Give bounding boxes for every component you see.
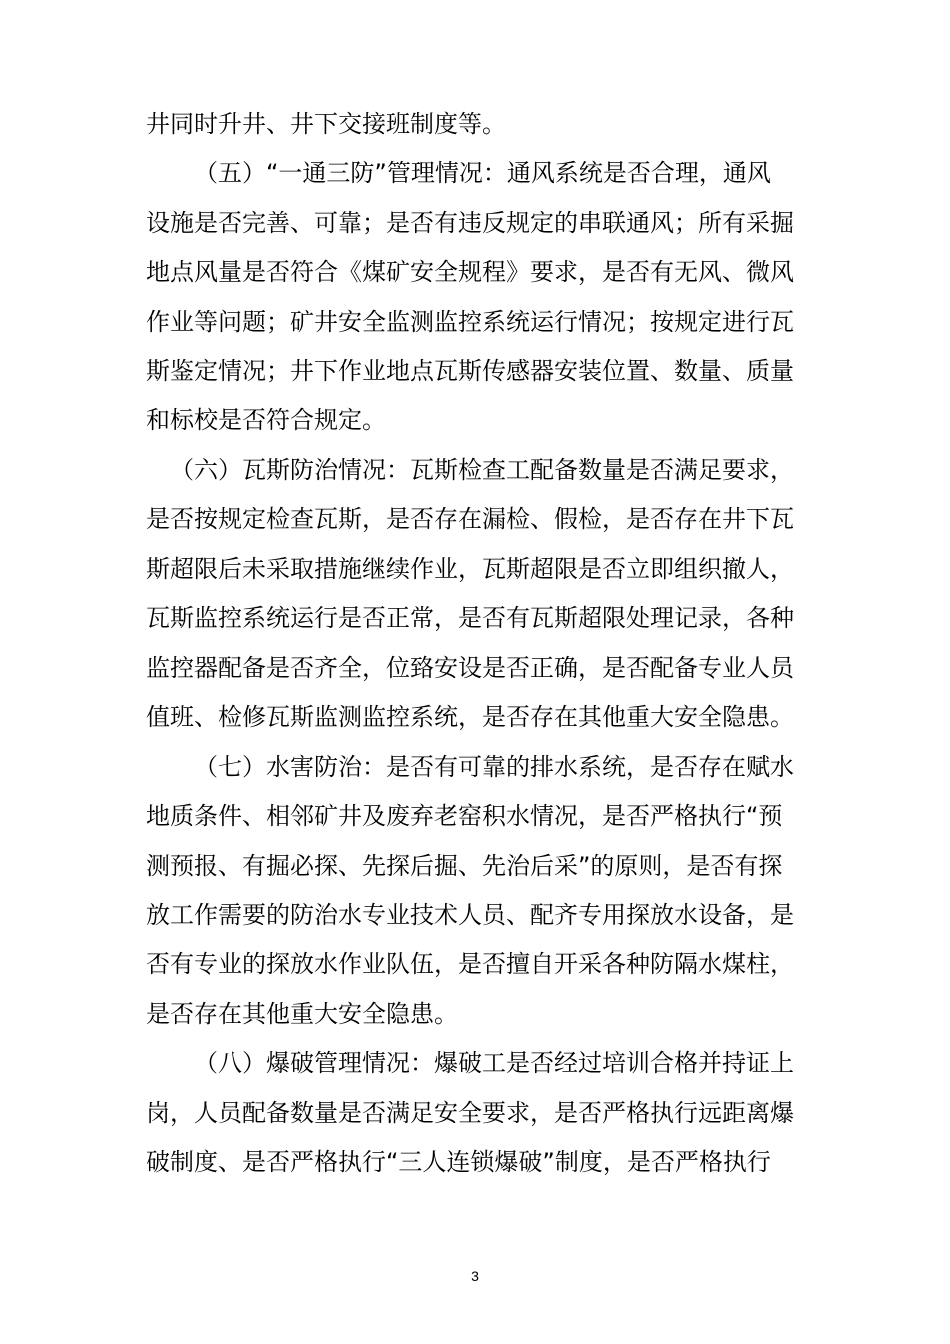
- text-line: 值班、检修瓦斯监测监控系统，是否存在其他重大安全隐患。: [146, 703, 794, 731]
- text-line: （六）瓦斯防治情况：瓦斯检查工配备数量是否满足要求，: [170, 456, 794, 484]
- text-line: （八）爆破管理情况：爆破工是否经过培训合格并持证上: [194, 1049, 794, 1077]
- text-line: 和标校是否符合规定。: [146, 406, 386, 434]
- text-line: 是否按规定检查瓦斯，是否存在漏检、假检，是否存在井下瓦: [146, 505, 794, 533]
- text-line: 岗，人员配备数量是否满足安全要求，是否严格执行远距离爆: [146, 1099, 794, 1127]
- text-line: 地点风量是否符合《煤矿安全规程》要求，是否有无风、微风: [146, 258, 794, 286]
- text-line: 瓦斯监控系统运行是否正常，是否有瓦斯超限处理记录，各种: [146, 604, 794, 632]
- text-line: 放工作需要的防治水专业技术人员、配齐专用探放水设备，是: [146, 901, 794, 929]
- text-line: 设施是否完善、可靠；是否有违反规定的串联通风；所有采掘: [146, 209, 794, 237]
- text-line: 地质条件、相邻矿井及废弃老窑积水情况，是否严格执行“预: [146, 802, 783, 830]
- text-line: （七）水害防治：是否有可靠的排水系统，是否存在赋水: [194, 753, 794, 781]
- text-line: 破制度、是否严格执行“三人连锁爆破”制度，是否严格执行: [146, 1148, 771, 1176]
- text-line: 测预报、有掘必探、先探后掘、先治后采”的原则，是否有探: [146, 852, 783, 880]
- text-line: 否有专业的探放水作业队伍，是否擅自开采各种防隔水煤柱，: [146, 950, 794, 978]
- text-line: 监控器配备是否齐全，位臵安设是否正确，是否配备专业人员: [146, 654, 794, 682]
- text-line: （五）“一通三防”管理情况：通风系统是否合理，通风: [194, 159, 771, 187]
- text-line: 是否存在其他重大安全隐患。: [146, 1000, 458, 1028]
- text-line: 斯超限后未采取措施继续作业，瓦斯超限是否立即组织撤人，: [146, 555, 794, 583]
- text-line: 作业等问题；矿井安全监测监控系统运行情况；按规定进行瓦: [146, 308, 794, 336]
- page-number: 3: [471, 1268, 479, 1284]
- text-line: 井同时升井、井下交接班制度等。: [146, 110, 506, 138]
- text-line: 斯鉴定情况；井下作业地点瓦斯传感器安装位置、数量、质量: [146, 357, 794, 385]
